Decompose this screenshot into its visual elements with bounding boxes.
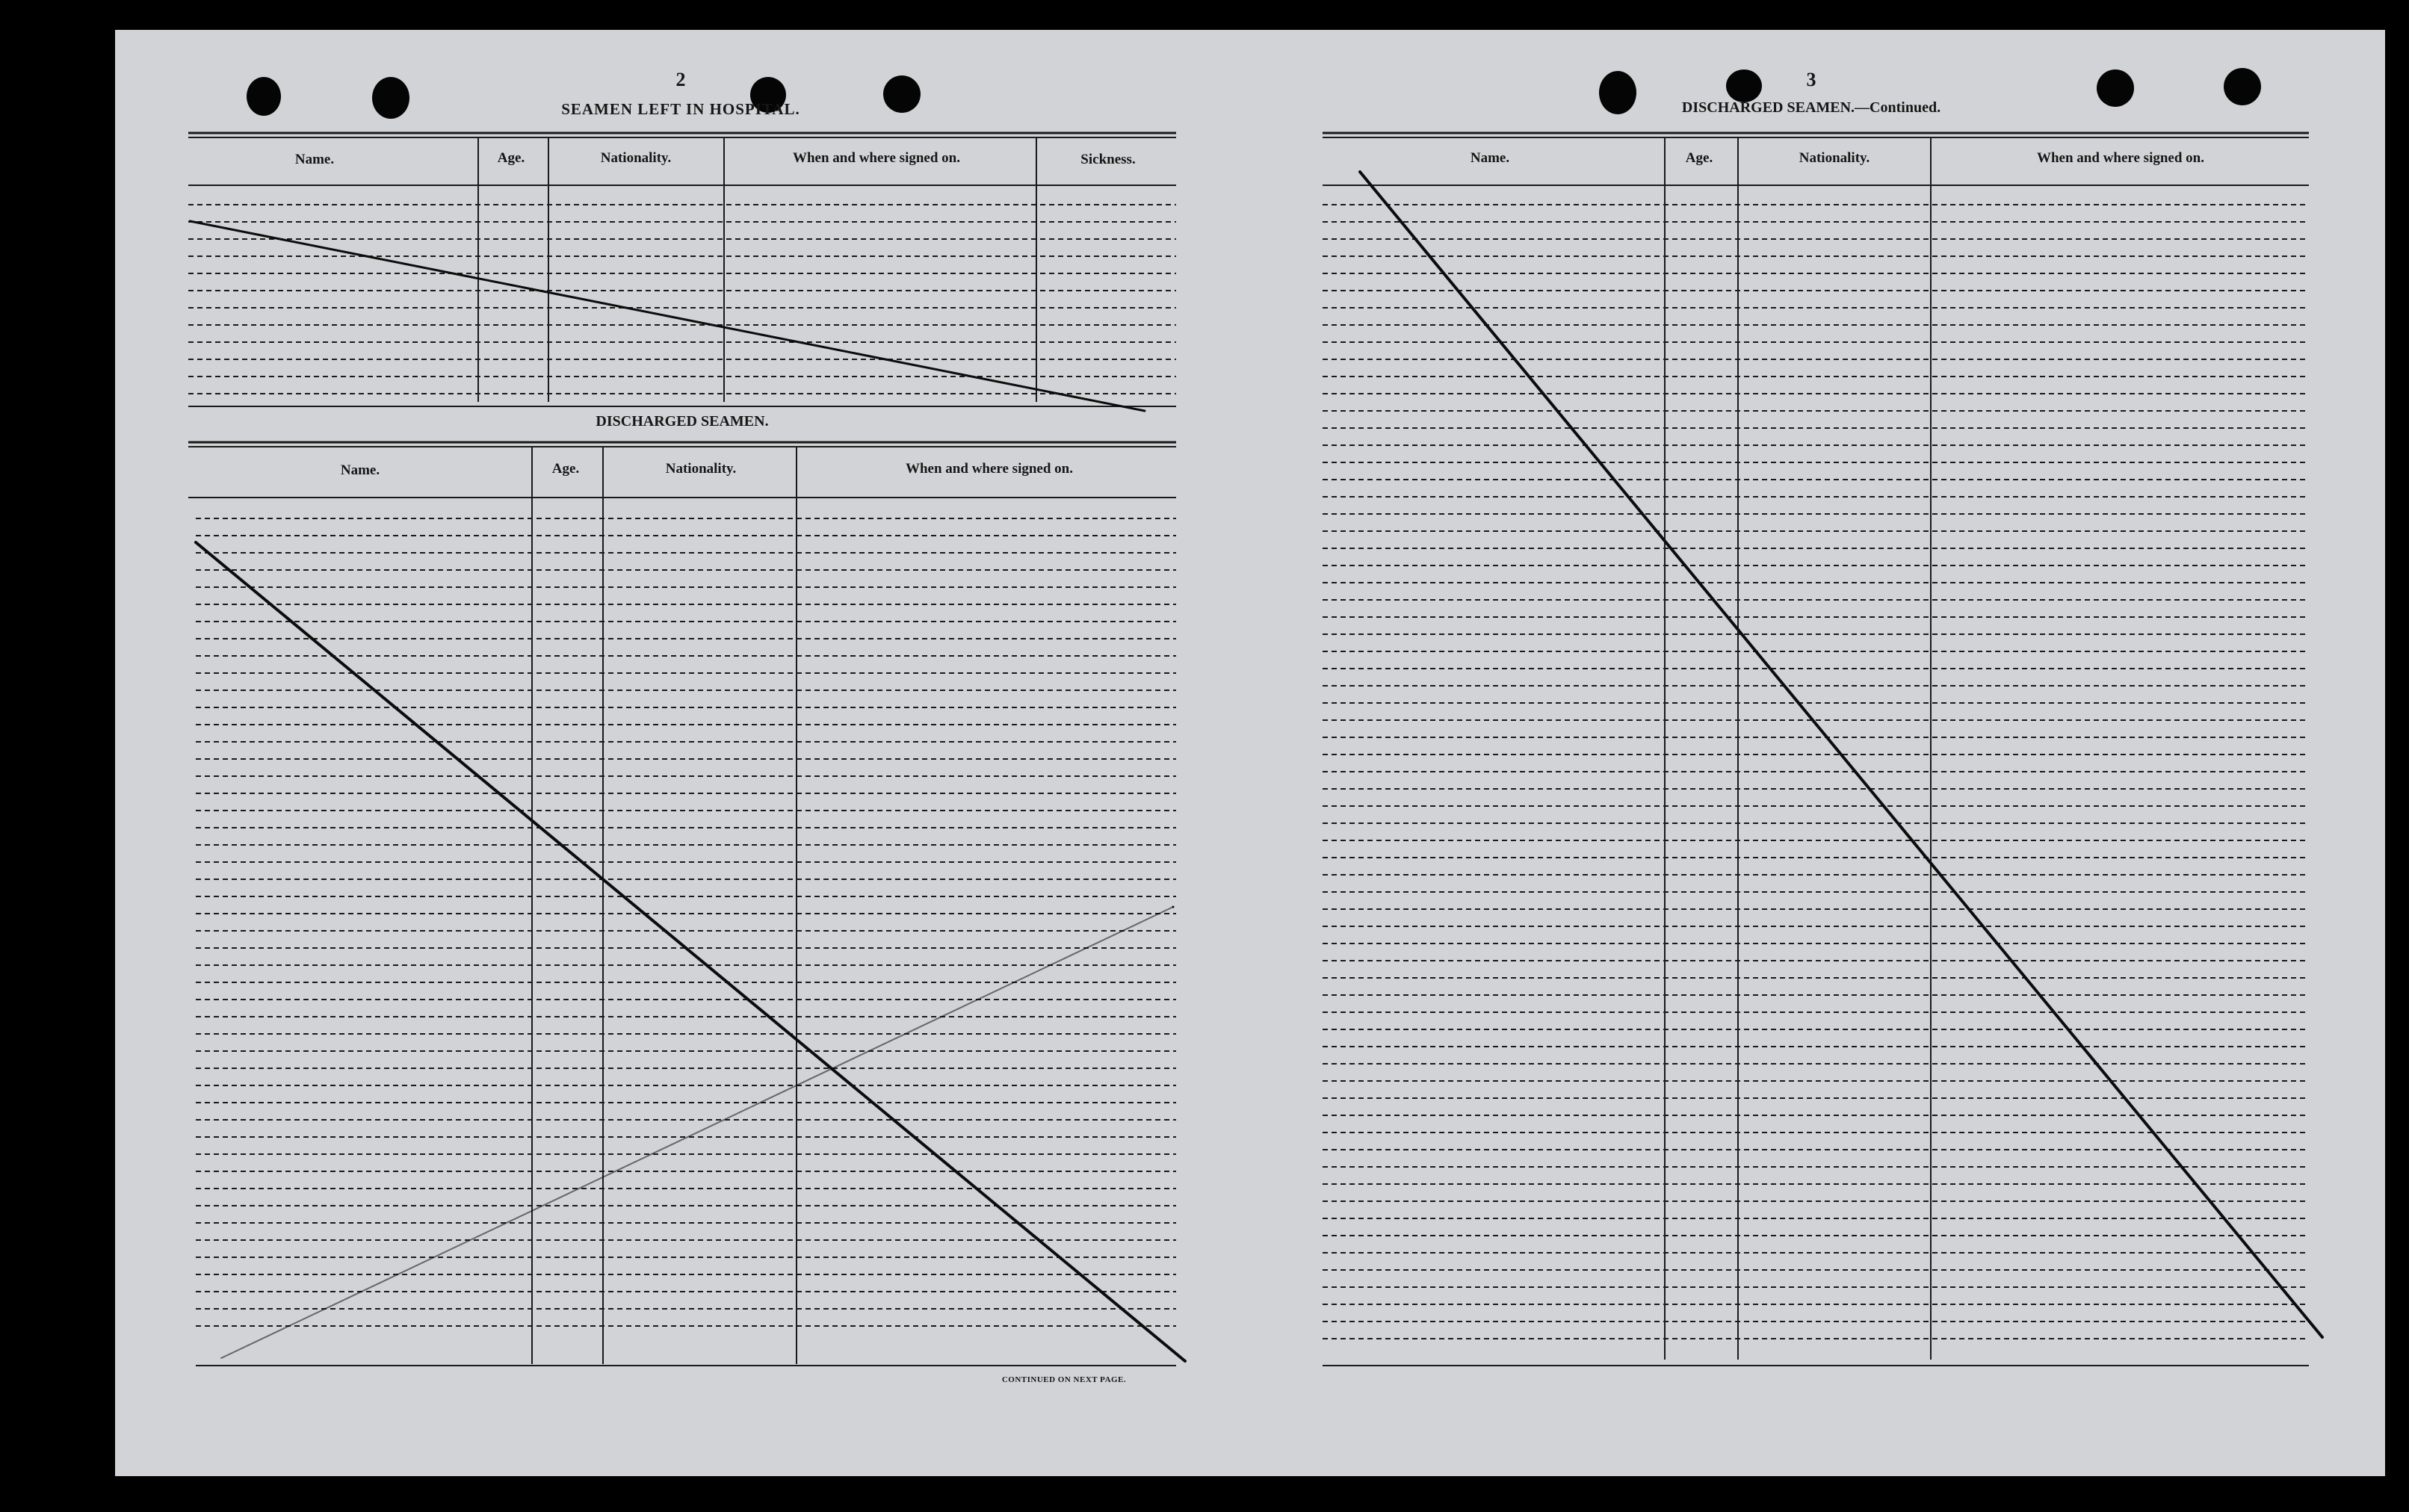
col-header-when-where-signed-on: When and where signed on.: [2036, 150, 2205, 166]
punch-hole: [372, 77, 409, 119]
punch-hole: [247, 77, 281, 116]
continued-on-next-page-note: CONTINUED ON NEXT PAGE.: [1001, 1375, 1127, 1384]
section-title-seamen-left-in-hospital: SEAMEN LEFT IN HOSPITAL.: [561, 100, 800, 118]
col-header-name: Name.: [294, 152, 335, 167]
section-title-discharged-seamen-continued: DISCHARGED SEAMEN.—Continued.: [1681, 99, 1941, 116]
page-number-right: 3: [1806, 69, 1816, 90]
page-number-left: 2: [675, 69, 686, 90]
col-header-nationality: Nationality.: [665, 461, 737, 477]
col-header-age: Age.: [497, 150, 525, 166]
punch-hole: [883, 75, 921, 113]
punch-hole: [1599, 71, 1636, 114]
cancel-stroke: [196, 542, 1185, 1361]
col-header-when-where-signed-on: When and where signed on.: [792, 150, 961, 166]
punch-hole: [2224, 68, 2261, 105]
col-header-name: Name.: [1470, 150, 1510, 166]
col-header-name: Name.: [340, 462, 380, 478]
punch-hole: [1726, 69, 1762, 102]
punch-hole: [2097, 69, 2134, 107]
col-header-sickness: Sickness.: [1080, 152, 1136, 167]
col-header-nationality: Nationality.: [1799, 150, 1870, 166]
cancel-stroke: [221, 907, 1173, 1358]
col-header-when-where-signed-on: When and where signed on.: [905, 461, 1074, 477]
col-header-age: Age.: [1685, 150, 1713, 166]
col-header-age: Age.: [551, 461, 580, 477]
cancel-stroke: [190, 221, 1145, 411]
col-header-nationality: Nationality.: [600, 150, 672, 166]
section-title-discharged-seamen: DISCHARGED SEAMEN.: [596, 413, 769, 430]
